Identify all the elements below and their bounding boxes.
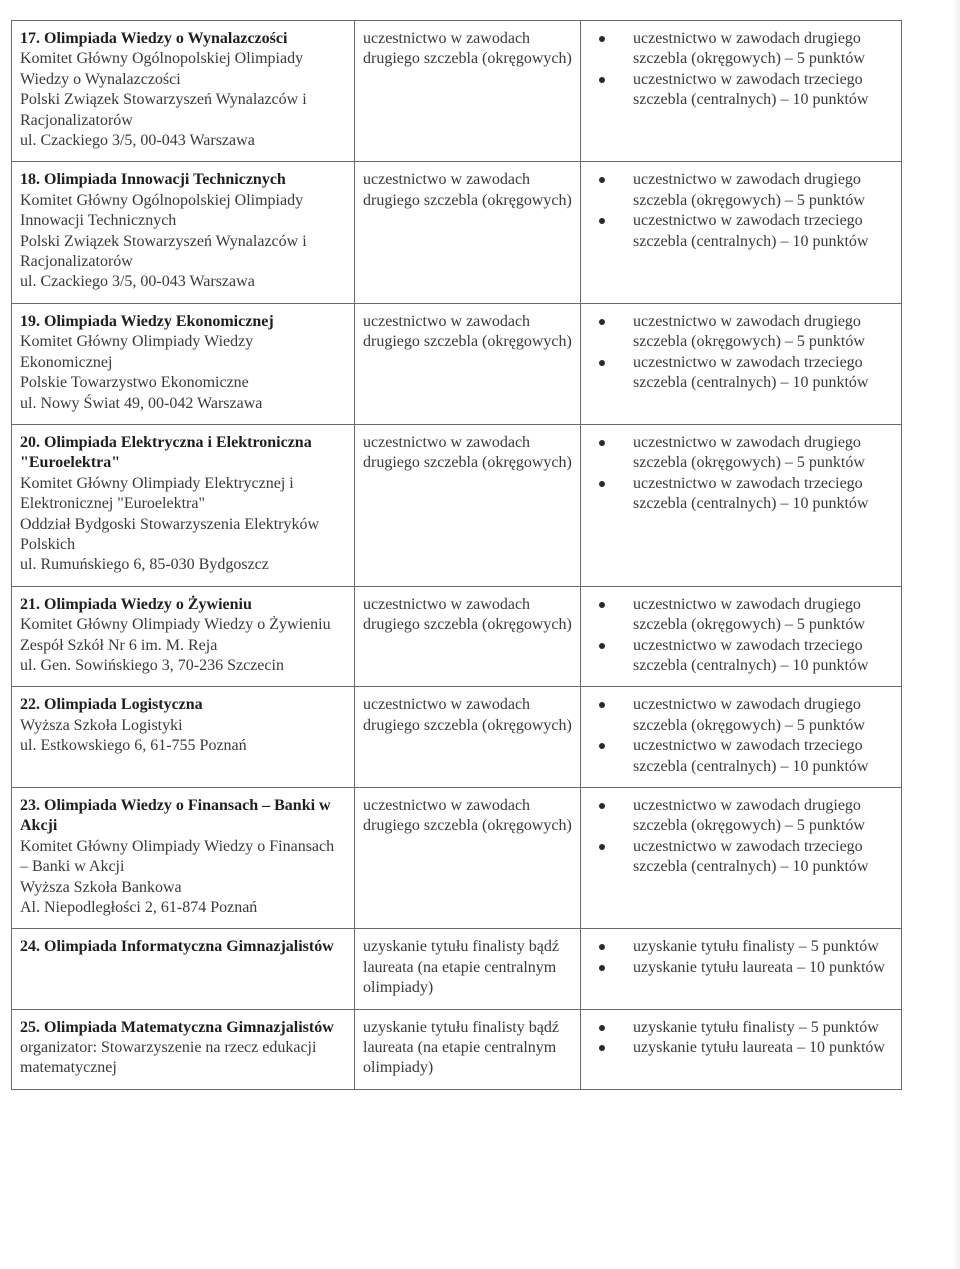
organizer-cell [12, 687, 355, 788]
organizer-line: ul. Gen. Sowińskiego 3, 70-236 Szczecin [20, 656, 284, 674]
organizer-lines [20, 332, 346, 414]
points-item [589, 796, 893, 837]
points-text: uzyskanie tytułu laureata – 10 punktów [633, 958, 885, 976]
points-text: uczestnictwo w zawodach drugiego szczebla (okręgowych) – 5 punktów [633, 433, 865, 472]
points-list [589, 695, 893, 777]
points-cell [581, 162, 902, 303]
organizer-cell [12, 424, 355, 586]
olympiad-table [11, 20, 902, 1090]
organizer-line: Zespół Szkół Nr 6 im. M. Reja [20, 636, 218, 654]
points-text: uczestnictwo w zawodach drugiego szczebla (okręgowych) – 5 punktów [633, 797, 865, 835]
points-cell [581, 586, 902, 687]
bullet-icon [599, 803, 605, 809]
table-row [12, 687, 902, 788]
bullet-icon [599, 944, 605, 950]
olympiad-title: 17. Olimpiada Wiedzy o Wynalazczości [20, 30, 288, 47]
table-row [12, 1009, 902, 1089]
points-list [589, 170, 893, 252]
points-list [589, 937, 893, 978]
olympiad-title: 24. Olimpiada Informatyczna Gimnazjalistów [20, 938, 334, 956]
olympiad-title: 23. Olimpiada Wiedzy o Finansach – Banki w Akcji [20, 797, 331, 835]
points-item [589, 1038, 893, 1058]
organizer-line: ul. Rumuńskiego 6, 85-030 Bydgoszcz [20, 556, 269, 574]
points-item [589, 736, 893, 777]
organizer-line: Polskie Towarzystwo Ekonomiczne [20, 374, 249, 392]
organizer-line: Komitet Główny Ogólnopolskiej Olimpiady Innowacji Technicznych [20, 191, 304, 230]
points-text: uczestnictwo w zawodach trzeciego szczebla (centralnych) – 10 punktów [633, 353, 869, 392]
condition-cell [355, 788, 581, 929]
condition-text: uzyskanie tytułu finalisty bądź laureata (na etapie centralnym olimpiady) [363, 938, 559, 997]
olympiad-title: 22. Olimpiada Logistyczna [20, 696, 203, 714]
points-text: uczestnictwo w zawodach trzeciego szczebla (centralnych) – 10 punktów [633, 70, 869, 109]
organizer-cell [12, 303, 355, 424]
points-cell [581, 21, 902, 162]
bullet-icon [599, 360, 605, 366]
condition-cell [355, 687, 581, 788]
points-text: uczestnictwo w zawodach drugiego szczebla (okręgowych) – 5 punktów [633, 696, 865, 734]
organizer-line: ul. Czackiego 3/5, 00-043 Warszawa [20, 273, 255, 291]
points-text: uczestnictwo w zawodach trzeciego szczebla (centralnych) – 10 punktów [633, 474, 869, 513]
points-item [589, 958, 893, 978]
points-item [589, 636, 893, 677]
olympiad-title: 20. Olimpiada Elektryczna i Elektroniczna "Euroelektra" [20, 433, 312, 472]
organizer-cell [12, 586, 355, 687]
points-list [589, 29, 893, 111]
organizer-cell [12, 162, 355, 303]
condition-text: uczestnictwo w zawodach drugiego szczebla (okręgowych) [363, 30, 572, 68]
points-item [589, 29, 893, 70]
points-text: uzyskanie tytułu laureata – 10 punktów [633, 1039, 885, 1057]
olympiad-title: 19. Olimpiada Wiedzy Ekonomicznej [20, 312, 274, 330]
bullet-icon [599, 743, 605, 749]
bullet-icon [599, 1025, 605, 1031]
bullet-icon [599, 177, 605, 183]
condition-text: uczestnictwo w zawodach drugiego szczebla (okręgowych) [363, 595, 572, 634]
points-text: uzyskanie tytułu finalisty – 5 punktów [633, 938, 879, 956]
points-item [589, 1018, 893, 1038]
organizer-lines [20, 837, 346, 919]
points-text: uczestnictwo w zawodach trzeciego szczebla (centralnych) – 10 punktów [633, 837, 869, 876]
points-text: uczestnictwo w zawodach drugiego szczebla (okręgowych) – 5 punktów [633, 595, 865, 634]
points-cell [581, 424, 902, 586]
organizer-lines [20, 49, 346, 151]
condition-cell [355, 424, 581, 586]
points-item [589, 70, 893, 111]
olympiad-title: 18. Olimpiada Innowacji Technicznych [20, 171, 286, 189]
organizer-line: Polski Związek Stowarzyszeń Wynalazców i Racjonalizatorów [20, 232, 307, 271]
organizer-cell [12, 21, 355, 162]
points-item [589, 433, 893, 474]
scan-edge [952, 0, 960, 1269]
organizer-line: Wyższa Szkoła Logistyki [20, 716, 183, 734]
points-list [589, 312, 893, 394]
points-cell [581, 1009, 902, 1089]
organizer-line: Komitet Główny Olimpiady Elektrycznej i Elektronicznej "Euroelektra" [20, 474, 294, 513]
points-list [589, 1018, 893, 1059]
condition-cell [355, 586, 581, 687]
table-row [12, 929, 902, 1009]
organizer-cell [12, 929, 355, 1009]
points-cell [581, 687, 902, 788]
organizer-line: organizator: Stowarzyszenie na rzecz edukacji matematycznej [20, 1039, 317, 1077]
organizer-line: Al. Niepodległości 2, 61-874 Poznań [20, 899, 258, 917]
points-list [589, 796, 893, 878]
olympiad-title: 21. Olimpiada Wiedzy o Żywieniu [20, 595, 252, 613]
organizer-line: Komitet Główny Olimpiady Wiedzy o Żywieniu [20, 616, 331, 634]
organizer-line: Komitet Główny Ogólnopolskiej Olimpiady Wiedzy o Wynalazczości [20, 50, 304, 88]
condition-text: uzyskanie tytułu finalisty bądź laureata (na etapie centralnym olimpiady) [363, 1018, 559, 1077]
points-text: uczestnictwo w zawodach drugiego szczebla (okręgowych) – 5 punktów [633, 171, 865, 209]
points-list [589, 433, 893, 515]
points-item [589, 353, 893, 394]
bullet-icon [599, 218, 605, 224]
bullet-icon [599, 481, 605, 487]
table-row [12, 21, 902, 162]
condition-cell [355, 929, 581, 1009]
points-item [589, 211, 893, 252]
points-item [589, 937, 893, 957]
organizer-line: ul. Czackiego 3/5, 00-043 Warszawa [20, 132, 255, 150]
condition-text: uczestnictwo w zawodach drugiego szczebla (okręgowych) [363, 171, 572, 209]
organizer-line: Komitet Główny Olimpiady Wiedzy Ekonomicznej [20, 333, 254, 371]
table-row [12, 586, 902, 687]
bullet-icon [599, 965, 605, 971]
points-text: uczestnictwo w zawodach drugiego szczebla (okręgowych) – 5 punktów [633, 30, 865, 68]
organizer-lines [20, 1038, 346, 1079]
points-cell [581, 929, 902, 1009]
condition-text: uczestnictwo w zawodach drugiego szczebla (okręgowych) [363, 797, 572, 835]
condition-text: uczestnictwo w zawodach drugiego szczebla (okręgowych) [363, 433, 572, 472]
condition-cell [355, 1009, 581, 1089]
bullet-icon [599, 77, 605, 83]
bullet-icon [599, 702, 605, 708]
organizer-lines [20, 615, 346, 676]
condition-text: uczestnictwo w zawodach drugiego szczebla (okręgowych) [363, 696, 572, 734]
olympiad-title: 25. Olimpiada Matematyczna Gimnazjalistów [20, 1018, 334, 1036]
bullet-icon [599, 643, 605, 649]
bullet-icon [599, 602, 605, 608]
bullet-icon [599, 319, 605, 325]
points-item [589, 595, 893, 636]
points-item [589, 837, 893, 878]
bullet-icon [599, 844, 605, 850]
organizer-cell [12, 788, 355, 929]
organizer-lines [20, 191, 346, 293]
points-cell [581, 303, 902, 424]
points-text: uczestnictwo w zawodach drugiego szczebla (okręgowych) – 5 punktów [633, 312, 865, 351]
bullet-icon [599, 1045, 605, 1051]
condition-text: uczestnictwo w zawodach drugiego szczebla (okręgowych) [363, 312, 572, 351]
condition-cell [355, 162, 581, 303]
bullet-icon [599, 36, 605, 42]
points-text: uczestnictwo w zawodach trzeciego szczebla (centralnych) – 10 punktów [633, 212, 869, 250]
points-text: uczestnictwo w zawodach trzeciego szczebla (centralnych) – 10 punktów [633, 737, 869, 775]
table-row [12, 303, 902, 424]
organizer-cell [12, 1009, 355, 1089]
table-body [12, 21, 902, 1090]
bullet-icon [599, 440, 605, 446]
organizer-line: Oddział Bydgoski Stowarzyszenia Elektryków Polskich [20, 515, 320, 553]
organizer-line: Polski Związek Stowarzyszeń Wynalazców i Racjonalizatorów [20, 91, 307, 129]
points-text: uzyskanie tytułu finalisty – 5 punktów [633, 1018, 879, 1036]
points-list [589, 595, 893, 677]
points-item [589, 312, 893, 353]
organizer-lines [20, 474, 346, 576]
organizer-line: ul. Nowy Świat 49, 00-042 Warszawa [20, 394, 263, 412]
points-item [589, 695, 893, 736]
organizer-lines [20, 716, 346, 757]
organizer-line: Wyższa Szkoła Bankowa [20, 878, 182, 896]
points-item [589, 170, 893, 211]
points-item [589, 474, 893, 515]
table-row [12, 788, 902, 929]
condition-cell [355, 303, 581, 424]
condition-cell [355, 21, 581, 162]
table-row [12, 162, 902, 303]
points-cell [581, 788, 902, 929]
organizer-line: Komitet Główny Olimpiady Wiedzy o Finansach – Banki w Akcji [20, 837, 335, 876]
table-row [12, 424, 902, 586]
organizer-line: ul. Estkowskiego 6, 61-755 Poznań [20, 737, 247, 755]
points-text: uczestnictwo w zawodach trzeciego szczebla (centralnych) – 10 punktów [633, 636, 869, 674]
